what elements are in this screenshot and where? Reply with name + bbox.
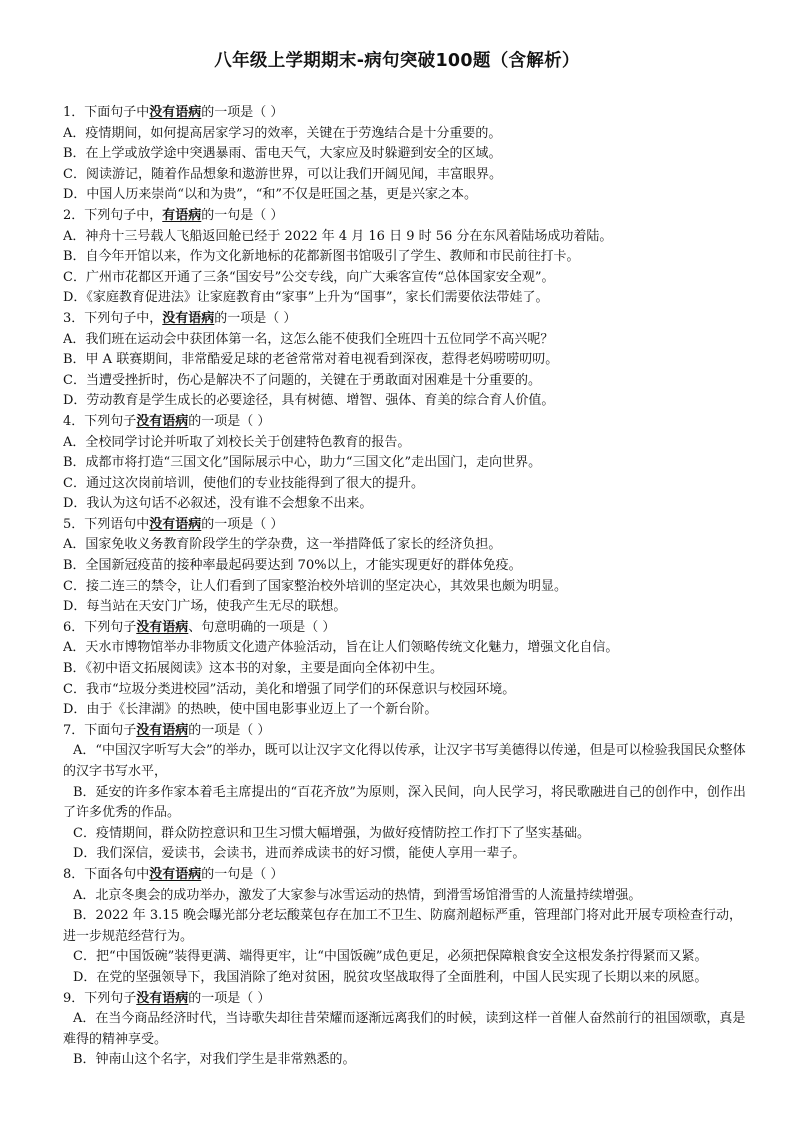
question-list xyxy=(63,103,753,1071)
page-title: 八年级上学期期末-病句突破100题（含解析） xyxy=(214,51,580,71)
question-stem-pre: 6．下列句子 xyxy=(63,619,137,635)
question-stem-post: 的一句是（ ） xyxy=(201,207,284,223)
question-stem xyxy=(63,989,753,1010)
option-d: D．中国人历来崇尚“以和为贵”，“和”不仅是旺国之基，更是兴家之本。 xyxy=(63,187,478,203)
option-a: A．神舟十三号载人飞船返回舱已经于 2022 年 4 月 16 日 9 时 56 分在东风着陆场成功着陆。 xyxy=(63,228,613,244)
option-c: C．当遭受挫折时，伤心是解决不了问题的，关键在于勇敢面对困难是十分重要的。 xyxy=(63,372,541,388)
option-c: C．把“中国饭碗”装得更满、端得更牢，让“中国饭碗”成色更足，必须把保障粮食安全这根发条拧得紧而又紧。 xyxy=(73,949,708,965)
option-b: B．成都市将打造“三国文化”国际展示中心，助力“三国文化”走出国门，走向世界。 xyxy=(63,455,542,471)
question-stem-pre: 2．下列句子中， xyxy=(63,207,163,223)
question-keyword: 没有语病 xyxy=(136,619,189,635)
question-stem xyxy=(63,206,753,227)
option-d: D．我认为这句话不必叙述，没有谁不会想象不出来。 xyxy=(63,496,373,512)
question-stem-pre: 7．下面句子 xyxy=(63,722,137,738)
question-stem-pre: 5．下列语句中 xyxy=(63,516,150,532)
option-c: C．广州市花都区开通了三条“国安号”公交专线，向广大乘客宣传“总体国家安全观”。 xyxy=(63,269,555,285)
question-stem-post: 的一项是（ ） xyxy=(188,990,271,1006)
question-stem-post: 的一项是（ ） xyxy=(201,516,284,532)
option-d: D．由于《长津湖》的热映，使中国电影事业迈上了一个新台阶。 xyxy=(63,702,438,718)
option-c: C．阅读游记，随着作品想象和遨游世界，可以让我们开阔见闻，丰富眼界。 xyxy=(63,166,502,182)
question-stem-post: 的一项是（ ） xyxy=(188,413,271,429)
question-keyword: 没有语病 xyxy=(136,722,189,738)
question-keyword: 没有语病 xyxy=(149,516,202,532)
question-keyword: 没有语病 xyxy=(136,413,189,429)
option-c: C．通过这次岗前培训，使他们的专业技能得到了很大的提升。 xyxy=(63,475,424,491)
option-d: D．《家庭教育促进法》让家庭教育由“家事”上升为“国事”，家长们需要依法带娃了。 xyxy=(63,290,549,306)
question-stem xyxy=(63,103,753,124)
option-a: A．国家免收义务教育阶段学生的学杂费，这一举措降低了家长的经济负担。 xyxy=(63,537,502,553)
question-stem-post: 的一项是（ ） xyxy=(188,722,271,738)
option-a: A．北京冬奥会的成功举办，激发了大家参与冰雪运动的热情，到滑雪场馆滑雪的人流量持续增强。 xyxy=(73,887,642,903)
option-a: A．疫情期间，如何提高居家学习的效率，关键在于劳逸结合是十分重要的。 xyxy=(63,125,502,141)
question-keyword: 没有语病 xyxy=(162,310,215,326)
option-b: B．2022 年 3.15 晚会曝光部分老坛酸菜包存在加工不卫生、防腐剂超标严重，管理部门将对此开展专项检查行动，进一步规范经营行为。 xyxy=(63,908,742,944)
option-d: D．每当站在天安门广场，使我产生无尽的联想。 xyxy=(63,599,347,615)
question-keyword: 没有语病 xyxy=(136,990,189,1006)
question-stem-post: 的一句是（ ） xyxy=(201,866,284,882)
question-stem xyxy=(63,618,753,639)
option-b: B．《初中语文拓展阅读》这本书的对象，主要是面向全体初中生。 xyxy=(63,661,444,677)
option-b: B．全国新冠疫苗的接种率最起码要达到 70%以上，才能实现更好的群体免疫。 xyxy=(63,558,522,574)
option-b: B．在上学或放学途中突遇暴雨、雷电天气，大家应及时躲避到安全的区域。 xyxy=(63,146,502,162)
option-c: C．接二连三的禁令，让人们看到了国家整治校外培训的坚定决心，其效果也颇为明显。 xyxy=(63,578,567,594)
question-stem-pre: 8．下面各句中 xyxy=(63,866,150,882)
question-stem-post: 、句意明确的一项是（ ） xyxy=(188,619,336,635)
option-a: A．天水市博物馆举办非物质文化遗产体验活动，旨在让人们领略传统文化魅力，增强文化自信。 xyxy=(63,640,619,656)
question-keyword: 有语病 xyxy=(162,207,202,223)
question-stem-pre: 1．下面句子中 xyxy=(63,105,150,120)
option-a: A．“中国汉字听写大会”的举办，既可以让汉字文化得以传承，让汉字书写美德得以传递，但是可以检验我国民众整体的汉字书写水平， xyxy=(63,743,746,779)
option-a: A．全校同学讨论并听取了刘校长关于创建特色教育的报告。 xyxy=(63,434,411,450)
question-keyword: 没有语病 xyxy=(149,866,202,882)
option-d: D．我们深信，爱读书，会读书，进而养成读书的好习惯，能使人享用一辈子。 xyxy=(73,846,526,862)
option-b: B．延安的许多作家本着毛主席提出的“百花齐放”为原则，深入民间，向人民学习，将民歌融进自己的创作中，创作出了许多优秀的作品。 xyxy=(63,784,746,821)
option-b: B．自今年开馆以来，作为文化新地标的花都新图书馆吸引了学生、教师和市民前往打卡。 xyxy=(63,249,580,265)
option-a: A．在当今商品经济时代，当诗歌失却往昔荣耀而逐渐远离我们的时候，读到这样一首催人奋然前行的祖国颂歌，真是难得的精神享受。 xyxy=(63,1011,746,1047)
question-stem-pre: 9．下列句子 xyxy=(63,990,137,1006)
option-b: B．钟南山这个名字，对我们学生是非常熟悉的。 xyxy=(73,1052,356,1068)
question-stem-pre: 4．下列句子 xyxy=(63,413,137,429)
question-stem xyxy=(63,865,753,886)
question-stem xyxy=(63,412,753,433)
question-stem-post: 的一项是（ ） xyxy=(201,105,284,120)
question-stem xyxy=(63,721,753,742)
option-c: C．我市“垃圾分类进校园”活动，美化和增强了同学们的环保意识与校园环境。 xyxy=(63,681,516,697)
question-stem xyxy=(63,515,753,536)
question-stem xyxy=(63,309,753,330)
question-keyword: 没有语病 xyxy=(149,105,202,120)
option-c: C．疫情期间，群众防控意识和卫生习惯大幅增强，为做好疫情防控工作打下了坚实基础。 xyxy=(73,825,590,841)
question-stem-post: 的一项是（ ） xyxy=(214,310,297,326)
option-d: D．在党的坚强领导下，我国消除了绝对贫困，脱贫攻坚战取得了全面胜利，中国人民实现了长期以来的夙愿。 xyxy=(73,969,708,985)
question-stem-pre: 3．下列句子中， xyxy=(63,310,163,326)
option-b: B．甲 A 联赛期间，非常酷爱足球的老爸常常对着电视看到深夜，惹得老妈唠唠叨叨。 xyxy=(63,352,559,368)
option-d: D．劳动教育是学生成长的必要途径，具有树德、增智、强体、育美的综合育人价值。 xyxy=(63,393,555,409)
option-a: A．我们班在运动会中获团体第一名，这怎么能不使我们全班四十五位同学不高兴呢？ xyxy=(63,331,554,347)
